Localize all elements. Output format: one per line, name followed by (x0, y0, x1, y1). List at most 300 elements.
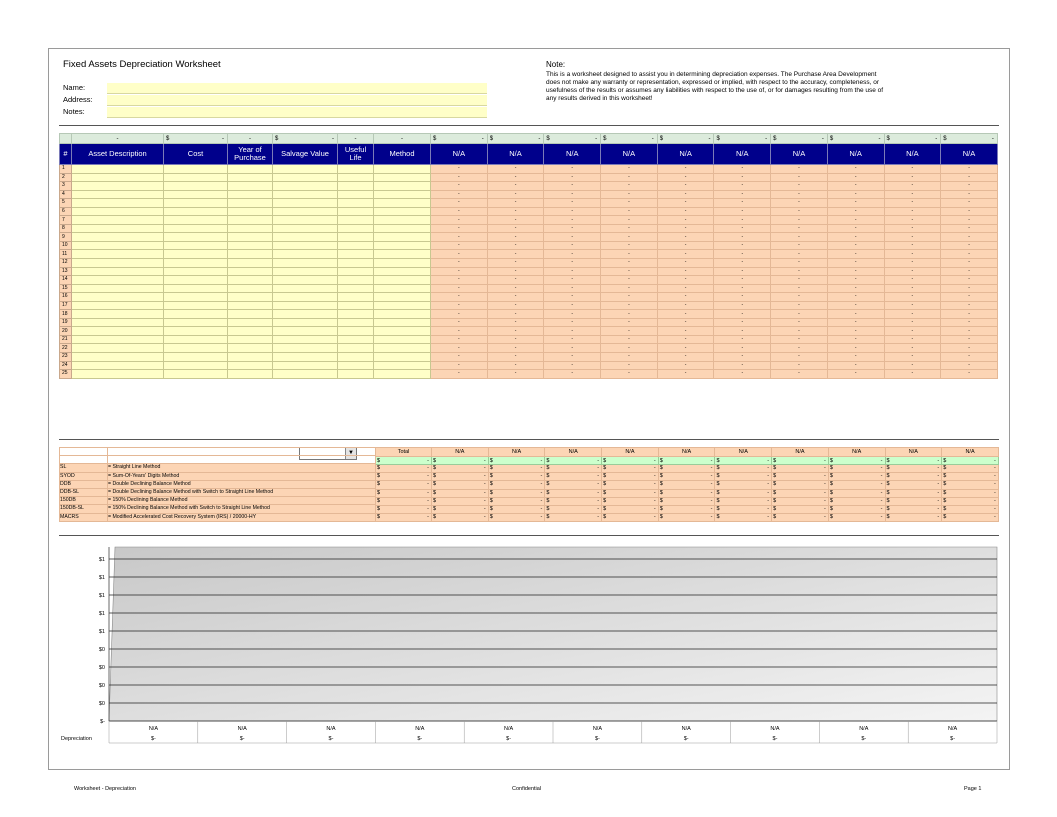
input-cell[interactable] (338, 293, 374, 302)
input-cell[interactable] (228, 233, 273, 242)
input-cell[interactable] (273, 335, 338, 344)
depreciation-cell: - (431, 301, 488, 310)
row-number: 1 (60, 165, 72, 174)
input-cell[interactable] (374, 190, 431, 199)
input-cell[interactable] (338, 190, 374, 199)
input-cell[interactable] (273, 370, 338, 379)
input-cell[interactable] (374, 233, 431, 242)
input-cell[interactable] (338, 267, 374, 276)
input-cell[interactable] (273, 361, 338, 370)
data-label: $- (594, 736, 600, 742)
total-cell: $ - (772, 457, 829, 465)
depreciation-cell: - (827, 259, 884, 268)
depreciation-cell: - (884, 241, 941, 250)
total-cell: $ - (885, 457, 942, 465)
depreciation-cell: - (601, 318, 658, 327)
depreciation-cell: - (657, 224, 714, 233)
depreciation-cell: - (884, 301, 941, 310)
depreciation-cell: - (487, 216, 544, 225)
method-row (60, 497, 376, 505)
summary-cell: $ - (545, 481, 602, 489)
input-cell[interactable] (72, 293, 164, 302)
input-cell[interactable] (164, 173, 228, 182)
input-cell[interactable] (164, 165, 228, 174)
input-cell[interactable] (338, 327, 374, 336)
depreciation-cell: - (771, 344, 828, 353)
depreciation-cell: - (601, 216, 658, 225)
name-field[interactable] (107, 83, 487, 94)
input-cell[interactable] (338, 241, 374, 250)
input-cell[interactable] (338, 250, 374, 259)
table-row (60, 259, 998, 268)
input-cell[interactable] (374, 259, 431, 268)
input-cell[interactable] (374, 293, 431, 302)
summary-row (376, 465, 999, 473)
summary-cell: $ - (545, 473, 602, 481)
input-cell[interactable] (338, 284, 374, 293)
input-cell[interactable] (164, 335, 228, 344)
input-cell[interactable] (374, 327, 431, 336)
summary-cell: $ - (658, 514, 715, 522)
depreciation-cell: - (884, 327, 941, 336)
input-cell[interactable] (374, 224, 431, 233)
depreciation-cell: - (827, 361, 884, 370)
summary-cell: $ - (602, 465, 659, 473)
method-code: MACRS (60, 513, 108, 521)
data-label: $- (328, 736, 334, 742)
depreciation-cell: - (884, 182, 941, 191)
input-cell[interactable] (228, 353, 273, 362)
input-cell[interactable] (72, 310, 164, 319)
notes-label: Notes: (63, 107, 85, 116)
column-header: N/A (771, 144, 828, 165)
input-cell[interactable] (164, 267, 228, 276)
row-number: 25 (60, 370, 72, 379)
column-header: N/A (884, 144, 941, 165)
input-cell[interactable] (228, 344, 273, 353)
depreciation-cell: - (487, 353, 544, 362)
input-cell[interactable] (164, 276, 228, 285)
summary-table (375, 447, 999, 522)
input-cell[interactable] (72, 224, 164, 233)
summary-cell: $ - (488, 489, 545, 497)
input-cell[interactable] (338, 259, 374, 268)
depreciation-cell: - (544, 190, 601, 199)
table-row (60, 353, 998, 362)
input-cell[interactable] (164, 182, 228, 191)
input-cell[interactable] (164, 207, 228, 216)
method-desc: = Straight Line Method (108, 464, 376, 472)
summary-cell: $ - (715, 505, 772, 513)
input-cell[interactable] (228, 370, 273, 379)
method-desc: = Double Declining Balance Method (108, 480, 376, 488)
summary-cell: $ - (828, 473, 885, 481)
input-cell[interactable] (228, 259, 273, 268)
summary-cell: $ - (658, 505, 715, 513)
input-cell[interactable] (164, 310, 228, 319)
input-cell[interactable] (273, 216, 338, 225)
total-cell: $ - (432, 457, 489, 465)
summary-cell: $ - (715, 473, 772, 481)
input-cell[interactable] (72, 344, 164, 353)
input-cell[interactable] (164, 293, 228, 302)
input-cell[interactable] (374, 310, 431, 319)
input-cell[interactable] (374, 199, 431, 208)
input-cell[interactable] (228, 173, 273, 182)
input-cell[interactable] (273, 293, 338, 302)
depreciation-cell: - (601, 344, 658, 353)
depreciation-cell: - (487, 165, 544, 174)
input-cell[interactable] (374, 353, 431, 362)
input-cell[interactable] (164, 241, 228, 250)
depreciation-cell: - (941, 207, 998, 216)
x-category-label: N/A (948, 726, 958, 732)
summary-cell: $ - (488, 473, 545, 481)
input-cell[interactable] (164, 284, 228, 293)
input-cell[interactable] (374, 216, 431, 225)
input-cell[interactable] (228, 335, 273, 344)
input-cell[interactable] (273, 353, 338, 362)
input-cell[interactable] (72, 361, 164, 370)
y-tick-label: $0 (98, 647, 105, 653)
input-cell[interactable] (72, 276, 164, 285)
year-header: N/A (942, 448, 999, 457)
input-cell[interactable] (374, 182, 431, 191)
input-cell[interactable] (374, 284, 431, 293)
depreciation-cell: - (431, 318, 488, 327)
depreciation-cell: - (771, 293, 828, 302)
depreciation-cell: - (431, 353, 488, 362)
input-cell[interactable] (72, 165, 164, 174)
input-cell[interactable] (273, 267, 338, 276)
input-cell[interactable] (374, 165, 431, 174)
input-cell[interactable] (72, 353, 164, 362)
input-cell[interactable] (338, 310, 374, 319)
input-cell[interactable] (72, 267, 164, 276)
depreciation-cell: - (714, 344, 771, 353)
input-cell[interactable] (72, 190, 164, 199)
summary-cell: $ - (942, 505, 999, 513)
input-cell[interactable] (164, 233, 228, 242)
input-cell[interactable] (228, 276, 273, 285)
method-desc: = Modified Accelerated Cost Recovery System (IRS) / 20000-HY (108, 513, 376, 521)
input-cell[interactable] (338, 224, 374, 233)
input-cell[interactable] (338, 173, 374, 182)
asset-table (59, 133, 998, 379)
depreciation-cell: - (657, 301, 714, 310)
input-cell[interactable] (164, 344, 228, 353)
summary-cell: $ - (885, 514, 942, 522)
input-cell[interactable] (338, 318, 374, 327)
input-cell[interactable] (228, 165, 273, 174)
input-cell[interactable] (374, 301, 431, 310)
table-row (60, 293, 998, 302)
input-cell[interactable] (228, 318, 273, 327)
depreciation-cell: - (714, 353, 771, 362)
method-desc: = 150% Declining Balance Method with Switch to Straight Line Method (108, 505, 376, 513)
input-cell[interactable] (228, 293, 273, 302)
input-cell[interactable] (164, 259, 228, 268)
input-cell[interactable] (228, 250, 273, 259)
depreciation-cell: - (827, 250, 884, 259)
input-cell[interactable] (72, 241, 164, 250)
input-cell[interactable] (374, 361, 431, 370)
input-cell[interactable] (164, 327, 228, 336)
input-cell[interactable] (338, 207, 374, 216)
input-cell[interactable] (164, 353, 228, 362)
input-cell[interactable] (228, 301, 273, 310)
depreciation-cell: - (657, 165, 714, 174)
y-tick-label: $1 (98, 629, 105, 635)
row-number: 8 (60, 224, 72, 233)
input-cell[interactable] (374, 250, 431, 259)
address-field[interactable] (107, 95, 487, 106)
depreciation-cell: - (601, 182, 658, 191)
depreciation-cell: - (827, 207, 884, 216)
input-cell[interactable] (338, 216, 374, 225)
depreciation-cell: - (714, 284, 771, 293)
summary-row (376, 505, 999, 513)
method-code: 150DB-SL (60, 505, 108, 513)
method-code: DDB (60, 480, 108, 488)
depreciation-cell: - (827, 310, 884, 319)
input-cell[interactable] (164, 318, 228, 327)
depreciation-cell: - (827, 199, 884, 208)
depreciation-cell: - (544, 250, 601, 259)
year-header: N/A (885, 448, 942, 457)
input-cell[interactable] (164, 190, 228, 199)
depreciation-cell: - (601, 199, 658, 208)
input-cell[interactable] (273, 182, 338, 191)
depreciation-cell: - (771, 190, 828, 199)
symbol-cell: $ - (884, 134, 941, 144)
depreciation-cell: - (827, 335, 884, 344)
depreciation-cell: - (827, 182, 884, 191)
input-cell[interactable] (72, 182, 164, 191)
depreciation-cell: - (544, 310, 601, 319)
depreciation-cell: - (771, 327, 828, 336)
y-tick-label: $1 (98, 557, 105, 563)
input-cell[interactable] (164, 224, 228, 233)
input-cell[interactable] (273, 327, 338, 336)
input-cell[interactable] (273, 190, 338, 199)
input-cell[interactable] (72, 284, 164, 293)
depreciation-cell: - (431, 276, 488, 285)
input-cell[interactable] (374, 241, 431, 250)
depreciation-cell: - (601, 233, 658, 242)
depreciation-cell: - (884, 267, 941, 276)
input-cell[interactable] (338, 353, 374, 362)
summary-cell: $ - (658, 497, 715, 505)
table-row (60, 370, 998, 379)
depreciation-cell: - (827, 190, 884, 199)
depreciation-cell: - (601, 327, 658, 336)
depreciation-cell: - (714, 267, 771, 276)
input-cell[interactable] (273, 250, 338, 259)
address-label: Address: (63, 95, 93, 104)
input-cell[interactable] (228, 190, 273, 199)
input-cell[interactable] (164, 199, 228, 208)
total-cell: $ - (376, 457, 432, 465)
input-cell[interactable] (228, 361, 273, 370)
input-cell[interactable] (228, 310, 273, 319)
depreciation-cell: - (657, 182, 714, 191)
input-cell[interactable] (273, 241, 338, 250)
input-cell[interactable] (273, 207, 338, 216)
depreciation-cell: - (941, 318, 998, 327)
summary-cell: $ - (545, 505, 602, 513)
input-cell[interactable] (72, 233, 164, 242)
depreciation-cell: - (487, 207, 544, 216)
input-cell[interactable] (374, 276, 431, 285)
table-row (60, 276, 998, 285)
input-cell[interactable] (338, 165, 374, 174)
summary-cell: $ - (715, 514, 772, 522)
input-cell[interactable] (338, 335, 374, 344)
input-cell[interactable] (228, 327, 273, 336)
row-number: 12 (60, 259, 72, 268)
input-cell[interactable] (374, 173, 431, 182)
depreciation-cell: - (884, 233, 941, 242)
input-cell[interactable] (164, 250, 228, 259)
depreciation-cell: - (544, 353, 601, 362)
column-header: Salvage Value (273, 144, 338, 165)
depreciation-cell: - (487, 361, 544, 370)
input-cell[interactable] (164, 216, 228, 225)
input-cell[interactable] (374, 267, 431, 276)
input-cell[interactable] (72, 335, 164, 344)
depreciation-cell: - (941, 182, 998, 191)
input-cell[interactable] (273, 344, 338, 353)
input-cell[interactable] (374, 207, 431, 216)
input-cell[interactable] (273, 276, 338, 285)
input-cell[interactable] (273, 301, 338, 310)
depreciation-cell: - (941, 241, 998, 250)
input-cell[interactable] (338, 199, 374, 208)
input-cell[interactable] (72, 301, 164, 310)
depreciation-cell: - (601, 165, 658, 174)
summary-cell: $ - (828, 497, 885, 505)
column-header: Cost (164, 144, 228, 165)
input-cell[interactable] (374, 318, 431, 327)
input-cell[interactable] (72, 216, 164, 225)
input-cell[interactable] (72, 250, 164, 259)
row-number: 10 (60, 241, 72, 250)
depreciation-cell: - (884, 250, 941, 259)
depreciation-cell: - (487, 182, 544, 191)
input-cell[interactable] (164, 361, 228, 370)
summary-cell: $ - (602, 489, 659, 497)
input-cell[interactable] (72, 370, 164, 379)
input-cell[interactable] (338, 370, 374, 379)
table-row (60, 199, 998, 208)
input-cell[interactable] (72, 259, 164, 268)
input-cell[interactable] (374, 335, 431, 344)
chevron-down-icon[interactable]: ▼ (345, 448, 356, 459)
input-cell[interactable] (273, 165, 338, 174)
depreciation-cell: - (827, 267, 884, 276)
input-cell[interactable] (228, 182, 273, 191)
input-cell[interactable] (338, 233, 374, 242)
summary-cell: $ - (942, 489, 999, 497)
depreciation-cell: - (827, 344, 884, 353)
table-row (60, 267, 998, 276)
input-cell[interactable] (228, 216, 273, 225)
depreciation-cell: - (601, 301, 658, 310)
input-cell[interactable] (72, 327, 164, 336)
input-cell[interactable] (228, 284, 273, 293)
input-cell[interactable] (273, 310, 338, 319)
depreciation-cell: - (601, 293, 658, 302)
input-cell[interactable] (338, 344, 374, 353)
symbol-cell: $ - (164, 134, 228, 144)
summary-cell: $ - (942, 514, 999, 522)
notes-field[interactable] (107, 107, 487, 118)
input-cell[interactable] (273, 318, 338, 327)
input-cell[interactable] (72, 207, 164, 216)
input-cell[interactable] (228, 224, 273, 233)
input-cell[interactable] (72, 199, 164, 208)
input-cell[interactable] (164, 370, 228, 379)
summary-cell: $ - (432, 489, 489, 497)
summary-row (376, 514, 999, 522)
input-cell[interactable] (338, 361, 374, 370)
depreciation-cell: - (544, 301, 601, 310)
input-cell[interactable] (164, 301, 228, 310)
row-number: 3 (60, 182, 72, 191)
input-cell[interactable] (273, 199, 338, 208)
input-cell[interactable] (228, 241, 273, 250)
input-cell[interactable] (338, 301, 374, 310)
depreciation-cell: - (941, 259, 998, 268)
depreciation-cell: - (657, 216, 714, 225)
input-cell[interactable] (273, 224, 338, 233)
table-row (60, 284, 998, 293)
input-cell[interactable] (273, 173, 338, 182)
year-header: N/A (658, 448, 715, 457)
input-cell[interactable] (228, 207, 273, 216)
total-cell: $ - (658, 457, 715, 465)
input-cell[interactable] (374, 344, 431, 353)
data-label: $- (861, 736, 867, 742)
column-header: N/A (601, 144, 658, 165)
input-cell[interactable] (273, 259, 338, 268)
input-cell[interactable] (273, 284, 338, 293)
input-cell[interactable] (72, 318, 164, 327)
x-category-label: N/A (237, 726, 247, 732)
summary-cell: $ - (376, 481, 432, 489)
divider (59, 439, 999, 440)
depreciation-cell: - (771, 361, 828, 370)
table-row (60, 190, 998, 199)
depreciation-cell: - (941, 327, 998, 336)
input-cell[interactable] (338, 276, 374, 285)
input-cell[interactable] (273, 233, 338, 242)
column-header: N/A (544, 144, 601, 165)
depreciation-cell: - (941, 335, 998, 344)
input-cell[interactable] (228, 199, 273, 208)
input-cell[interactable] (228, 267, 273, 276)
depreciation-cell: - (431, 224, 488, 233)
depreciation-cell: - (941, 353, 998, 362)
input-cell[interactable] (338, 182, 374, 191)
total-cell: $ - (828, 457, 885, 465)
input-cell[interactable] (72, 173, 164, 182)
depreciation-cell: - (544, 207, 601, 216)
row-number: 15 (60, 284, 72, 293)
input-cell[interactable] (374, 370, 431, 379)
summary-cell: $ - (488, 505, 545, 513)
